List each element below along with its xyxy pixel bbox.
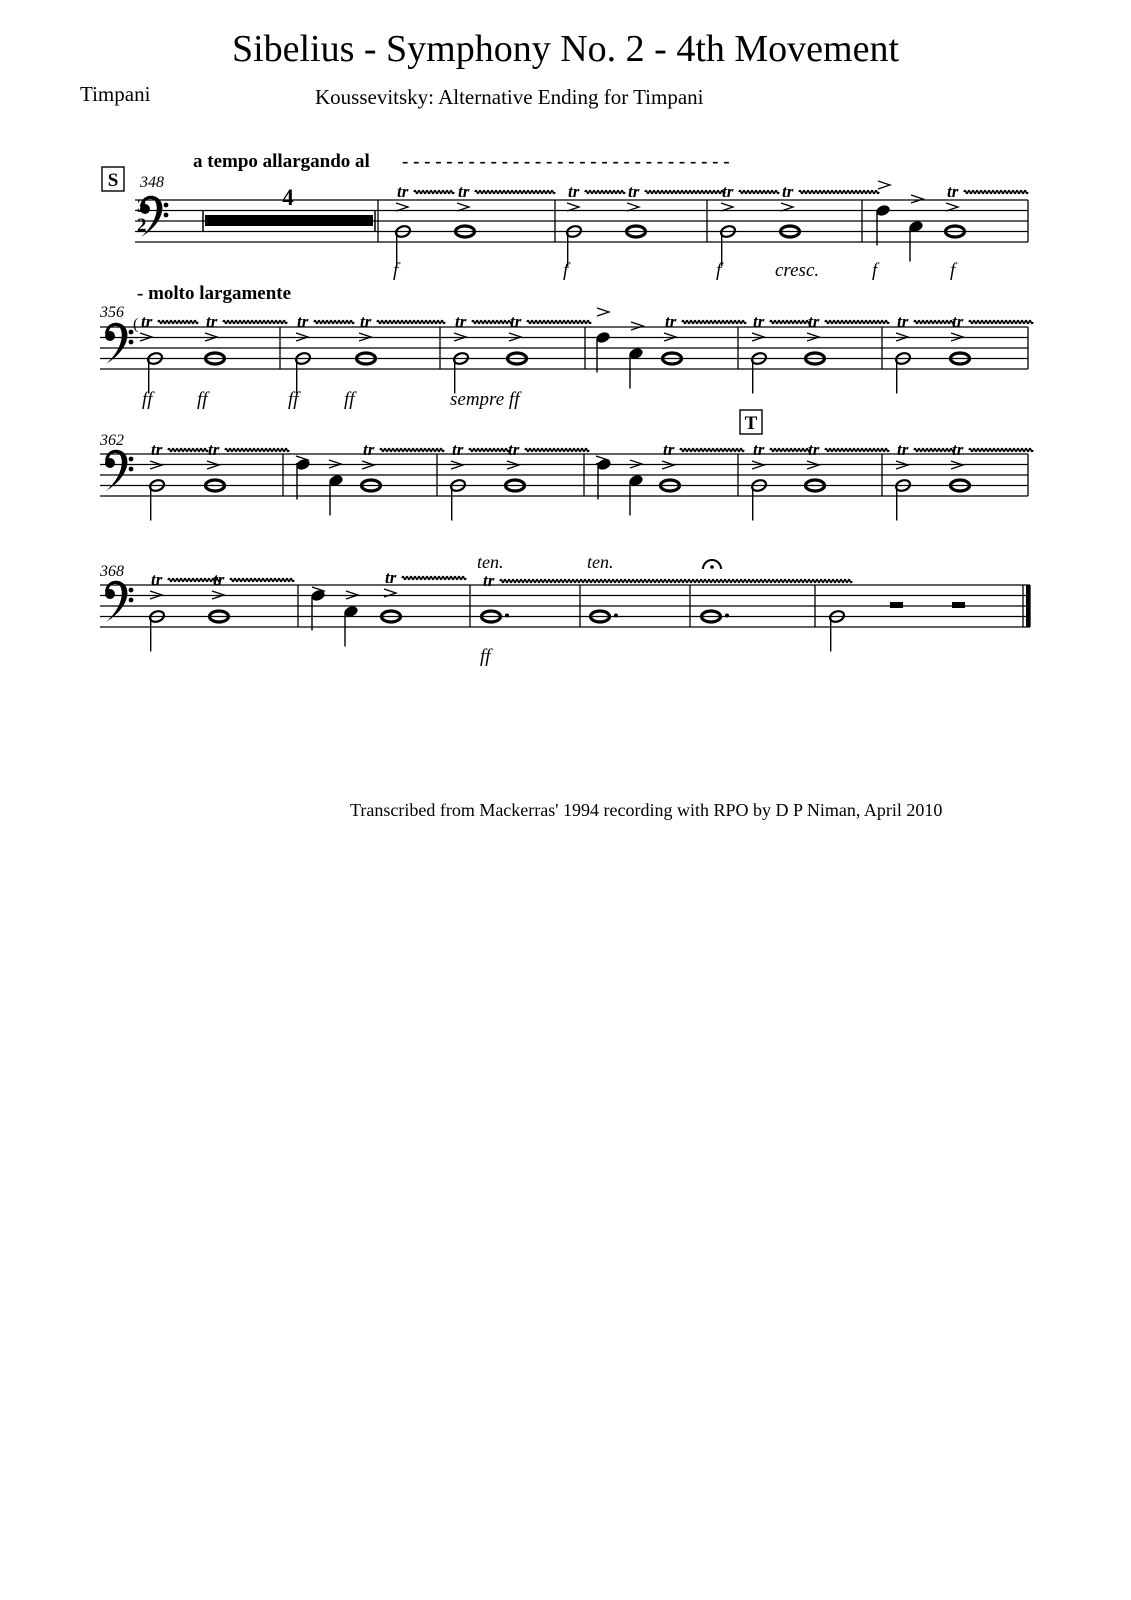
trill-wavy-line xyxy=(158,321,198,324)
trill-wavy-line xyxy=(475,191,555,194)
dynamic-mark: ff xyxy=(197,389,208,410)
dynamic-mark: ff xyxy=(288,389,299,410)
trill-wavy-line xyxy=(825,321,889,324)
trill-mark: tr xyxy=(897,312,909,331)
trill-wavy-line xyxy=(380,449,444,452)
bass-clef xyxy=(105,450,133,491)
time-signature-top: 3 xyxy=(137,196,147,217)
trill-wavy-line xyxy=(223,321,287,324)
trill-wavy-line xyxy=(377,321,445,324)
dynamic-mark: f xyxy=(393,260,399,281)
trill-mark: tr xyxy=(628,182,640,201)
bass-clef xyxy=(105,323,133,364)
page-subtitle: Koussevitsky: Alternative Ending for Timpani xyxy=(315,85,704,109)
augmentation-dot xyxy=(614,614,618,618)
trill-mark: tr xyxy=(952,312,964,331)
accent-mark xyxy=(781,203,793,211)
measure-number: 362 xyxy=(100,432,124,449)
trill-mark: tr xyxy=(297,312,309,331)
trill-wavy-line xyxy=(969,321,1033,324)
dynamic-mark: ff xyxy=(142,389,153,410)
accent-mark xyxy=(631,322,643,330)
trill-mark: tr xyxy=(808,440,820,459)
trill-wavy-line xyxy=(414,191,454,194)
tempo-mark: a tempo allargando al xyxy=(193,151,370,172)
dynamic-mark: ff xyxy=(344,389,355,410)
measure-number: 356 xyxy=(100,304,124,321)
dynamic-mark: f xyxy=(872,260,878,281)
tenuto-mark: ten. xyxy=(477,552,504,572)
rehearsal-mark: T xyxy=(744,413,758,434)
trill-mark: tr xyxy=(808,312,820,331)
trill-wavy-line xyxy=(225,449,289,452)
accent-mark xyxy=(597,308,609,316)
multi-rest-count: 4 xyxy=(282,185,294,210)
trill-mark: tr xyxy=(568,182,580,201)
half-rest xyxy=(890,602,903,608)
trill-wavy-line xyxy=(500,580,852,583)
trill-mark: tr xyxy=(360,312,372,331)
accent-mark xyxy=(396,203,408,211)
trill-mark: tr xyxy=(753,440,765,459)
accent-mark xyxy=(627,203,639,211)
trill-mark: tr xyxy=(483,571,495,590)
dynamic-mark: f xyxy=(950,260,956,281)
trill-wavy-line xyxy=(914,449,954,452)
dynamic-mark: sempre ff xyxy=(450,389,520,410)
trill-mark: tr xyxy=(206,312,218,331)
accent-mark xyxy=(567,203,579,211)
trill-wavy-line xyxy=(914,321,954,324)
trill-mark: tr xyxy=(753,312,765,331)
trill-mark: tr xyxy=(452,440,464,459)
measure-number: 368 xyxy=(100,563,124,580)
trill-mark: tr xyxy=(952,440,964,459)
trill-wavy-line xyxy=(168,449,208,452)
trill-wavy-line xyxy=(230,579,294,582)
tempo-mark: - molto largamente xyxy=(137,283,292,304)
bass-clef xyxy=(105,581,133,622)
trill-mark: tr xyxy=(665,312,677,331)
trill-wavy-line xyxy=(770,449,810,452)
trill-wavy-line xyxy=(402,577,466,580)
trill-wavy-line xyxy=(585,191,625,194)
transcription-credit: Transcribed from Mackerras' 1994 recording with RPO by D P Niman, April 2010 xyxy=(350,800,943,820)
measure-number: 348 xyxy=(140,174,164,191)
accent-mark xyxy=(457,203,469,211)
trill-mark: tr xyxy=(897,440,909,459)
time-signature-bottom: 2 xyxy=(137,215,147,236)
trill-wavy-line xyxy=(469,449,509,452)
accent-mark xyxy=(721,203,733,211)
trill-mark: tr xyxy=(385,568,397,587)
trill-mark: tr xyxy=(363,440,375,459)
dynamic-mark: cresc. xyxy=(775,260,820,281)
trill-wavy-line xyxy=(739,191,779,194)
accent-mark xyxy=(878,181,890,189)
half-rest xyxy=(952,602,965,608)
trill-wavy-line xyxy=(969,449,1033,452)
augmentation-dot xyxy=(505,614,509,618)
trill-mark: tr xyxy=(213,570,225,589)
dynamic-mark: f xyxy=(716,260,722,281)
trill-wavy-line xyxy=(799,191,879,194)
tempo-dashes: - - - - - - - - - - - - - - - - - - - - - - - - - - - - - - xyxy=(402,151,730,172)
tenuto-mark: ten. xyxy=(587,552,614,572)
trill-mark: tr xyxy=(458,182,470,201)
trill-wavy-line xyxy=(527,321,591,324)
trill-wavy-line xyxy=(770,321,810,324)
trill-mark: tr xyxy=(151,570,163,589)
trill-mark: tr xyxy=(508,440,520,459)
trill-mark: tr xyxy=(397,182,409,201)
instrument-name: Timpani xyxy=(80,82,151,106)
trill-wavy-line xyxy=(314,321,354,324)
trill-mark: tr xyxy=(722,182,734,201)
trill-wavy-line xyxy=(682,321,746,324)
trill-mark: tr xyxy=(510,312,522,331)
trill-mark: tr xyxy=(208,440,220,459)
accent-mark xyxy=(911,195,923,203)
augmentation-dot xyxy=(725,614,729,618)
trill-wavy-line xyxy=(472,321,512,324)
trill-mark: tr xyxy=(455,312,467,331)
trill-mark: tr xyxy=(141,312,153,331)
trill-mark: tr xyxy=(151,440,163,459)
dynamic-mark: ff xyxy=(480,646,491,667)
accent-mark xyxy=(946,203,958,211)
trill-mark: tr xyxy=(663,440,675,459)
dynamic-mark: f xyxy=(563,260,569,281)
trill-mark: tr xyxy=(947,182,959,201)
final-barline xyxy=(1026,585,1031,627)
trill-mark: tr xyxy=(782,182,794,201)
fermata-dot xyxy=(710,565,714,569)
multi-rest-bar xyxy=(205,215,373,226)
trill-wavy-line xyxy=(825,449,889,452)
trill-wavy-line xyxy=(964,191,1028,194)
rehearsal-mark: S xyxy=(107,170,119,191)
trill-wavy-line xyxy=(525,449,589,452)
trill-wavy-line xyxy=(680,449,744,452)
parenthesis: ( xyxy=(133,316,139,333)
page-title: Sibelius - Symphony No. 2 - 4th Movement xyxy=(231,28,900,70)
trill-wavy-line xyxy=(645,191,725,194)
